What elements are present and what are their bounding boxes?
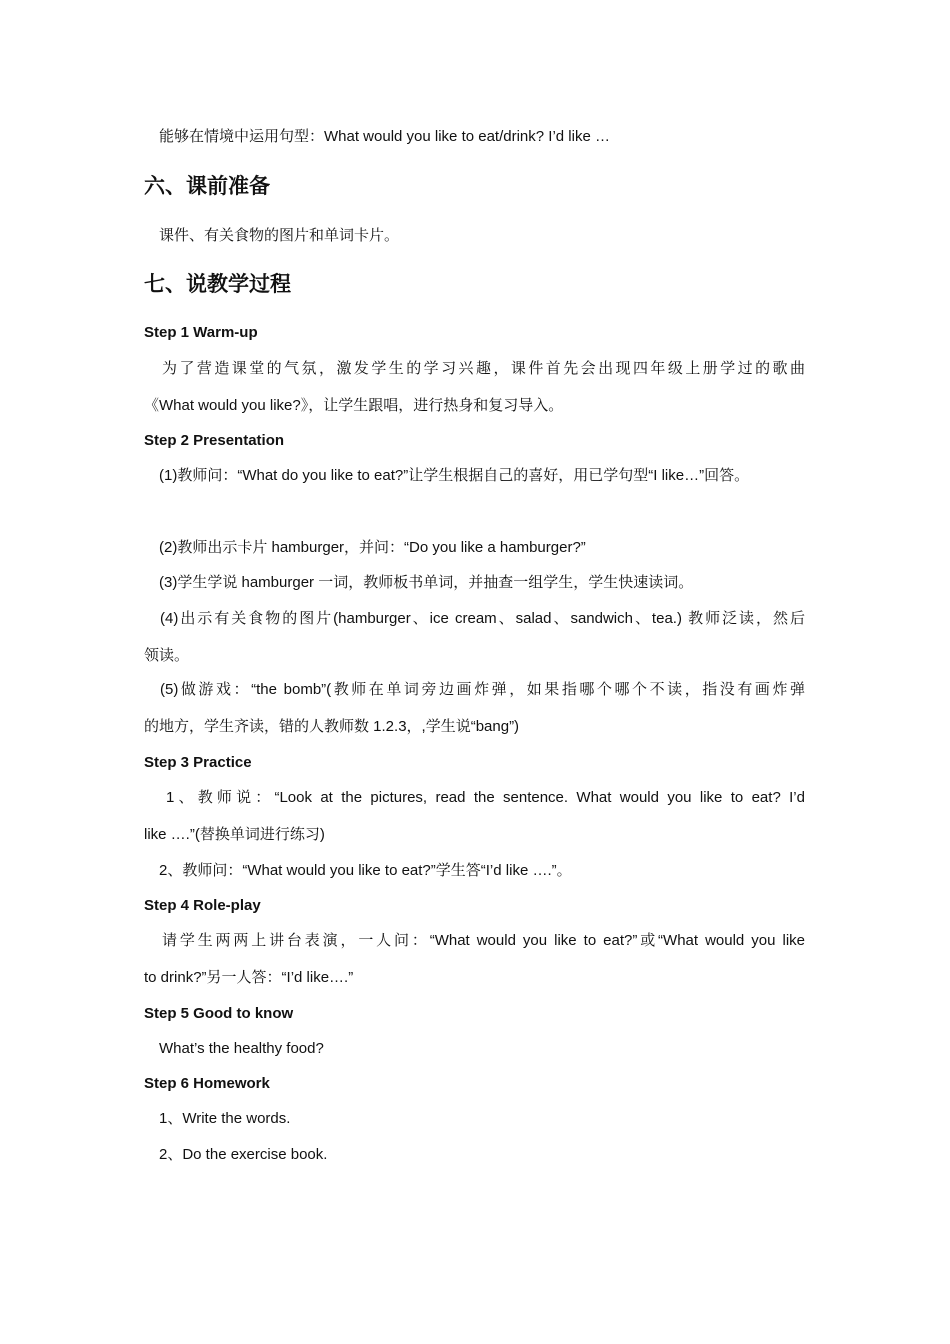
step2-title: Step 2 Presentation: [144, 432, 285, 449]
step3-item2: 2、教师问：“What would you like to eat?”学生答“I’d like ….”。: [159, 862, 572, 879]
step6-item1: 1、Write the words.: [159, 1110, 291, 1127]
step1-title: Step 1 Warm-up: [144, 324, 258, 341]
objective-line: 能够在情境中运用句型：What would you like to eat/drink? I’d like …: [159, 128, 610, 145]
step5-title: Step 5 Good to know: [144, 1005, 294, 1022]
section6-heading: 六、课前准备: [144, 175, 270, 198]
step2-item3: (3)学生学说 hamburger 一词，教师板书单词，并抽查一组学生，学生快速读词。: [159, 574, 694, 591]
step2-item4-line2: 领读。: [144, 647, 190, 664]
step4-line1: 请学生两两上讲台表演，一人问：“What would you like to eat?”或“What would you like: [162, 932, 805, 949]
step1-line1: 为了营造课堂的气氛，激发学生的学习兴趣，课件首先会出现四年级上册学过的歌曲: [162, 360, 805, 377]
step4-line2: to drink?”另一人答：“I’d like….”: [144, 969, 354, 986]
step4-title: Step 4 Role-play: [144, 897, 261, 914]
step3-item1-line1: 1、教师说：“Look at the pictures, read the sentence. What would you like to eat? I’d: [166, 789, 805, 806]
step3-title: Step 3 Practice: [144, 754, 252, 771]
step2-item4-line1: (4)出示有关食物的图片(hamburger、ice cream、salad、sandwich、tea.) 教师泛读，然后: [160, 610, 805, 627]
step1-line2: 《What would you like?》，让学生跟唱，进行热身和复习导入。: [144, 397, 564, 414]
step2-item2: (2)教师出示卡片 hamburger，并问：“Do you like a hamburger?”: [159, 539, 586, 556]
step2-item5-line2: 的地方，学生齐读，错的人教师数 1.2.3，,学生说“bang”): [144, 718, 520, 735]
step6-title: Step 6 Homework: [144, 1075, 270, 1092]
step6-item2: 2、Do the exercise book.: [159, 1146, 328, 1163]
step2-item5-line1: (5)做游戏：“the bomb”(教师在单词旁边画炸弹，如果指哪个哪个不读，指没有画炸弹: [160, 681, 805, 698]
section6-text: 课件、有关食物的图片和单词卡片。: [159, 227, 400, 244]
step2-item1: (1)教师问：“What do you like to eat?”让学生根据自己的喜好，用已学句型“I like…”回答。: [159, 467, 750, 484]
step5-text: What’s the healthy food?: [159, 1040, 324, 1057]
section7-heading: 七、说教学过程: [144, 273, 291, 296]
step3-item1-line2: like ….”(替换单词进行练习): [144, 826, 325, 843]
